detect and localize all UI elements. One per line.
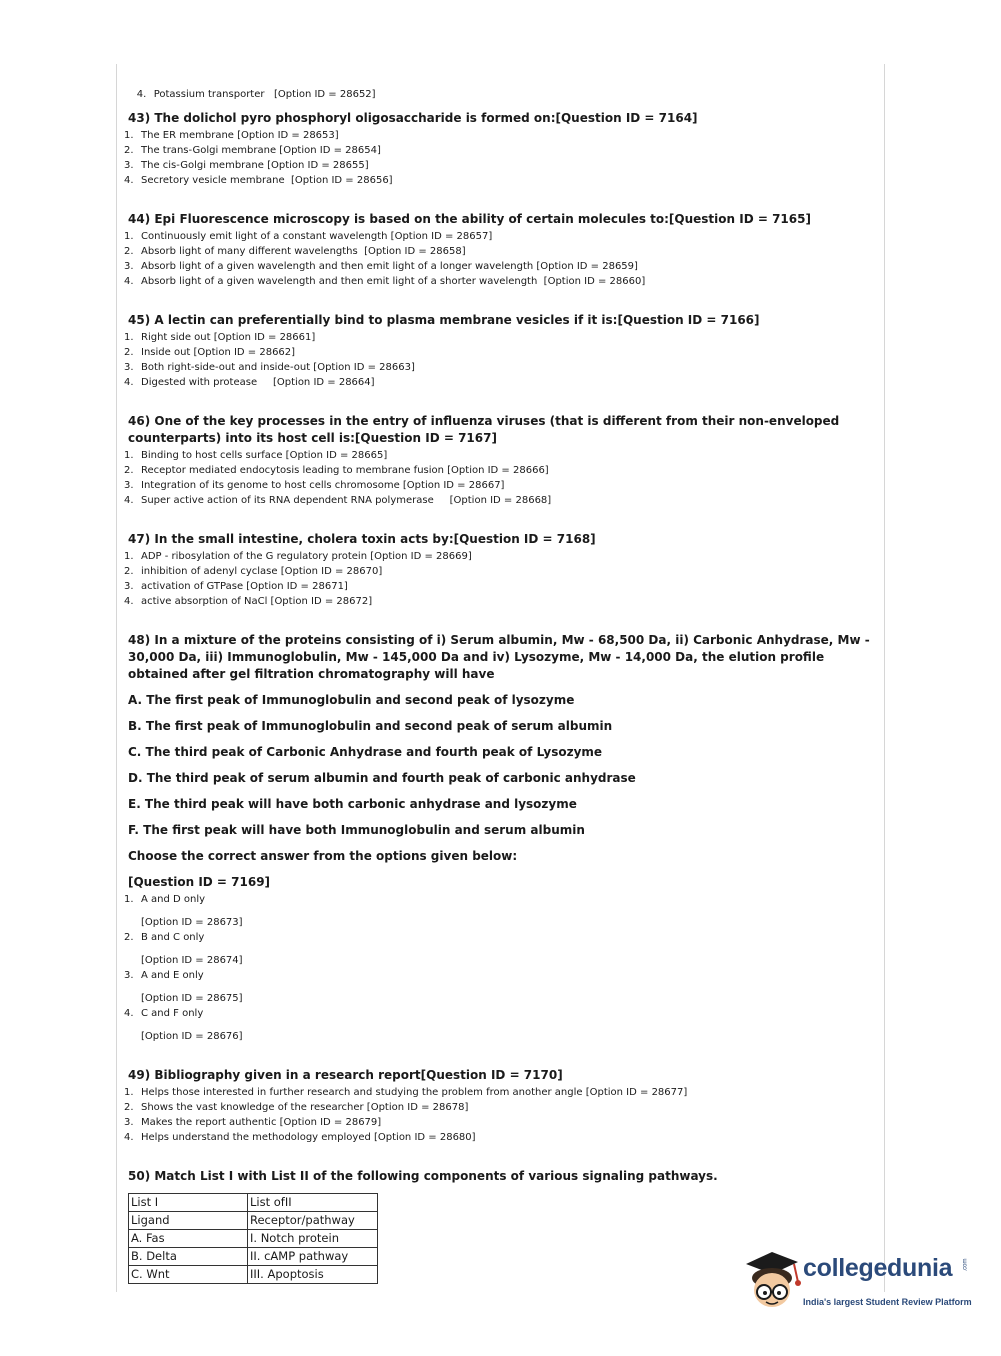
- option-number: 4.: [124, 596, 134, 607]
- option-line: [124, 1115, 876, 1130]
- option-number: 3.: [124, 160, 134, 171]
- option-line: [124, 930, 876, 945]
- instruction-text: Choose the correct answer from the options given below:: [128, 849, 518, 863]
- table-row: [129, 1248, 378, 1266]
- logo-wordmark: collegedunia: [803, 1254, 953, 1282]
- question-paper: [124, 72, 876, 1284]
- option-number: 3.: [124, 480, 134, 491]
- option-number: 1.: [124, 231, 134, 242]
- option-line: [124, 579, 876, 594]
- table-row: [129, 1212, 378, 1230]
- option-line: [124, 1085, 876, 1100]
- option-line: [124, 463, 876, 478]
- option-line: [124, 549, 876, 564]
- option-number: 3.: [124, 1117, 134, 1128]
- option-line: [124, 128, 876, 143]
- option-text: Absorb light of a given wavelength and then emit light of a longer wavelength [Option ID = 28659]: [141, 261, 638, 272]
- option-text: Integration of its genome to host cells chromosome [Option ID = 28667]: [141, 480, 505, 491]
- option-text: inhibition of adenyl cyclase [Option ID = 28670]: [141, 566, 383, 577]
- option-number: 4.: [124, 1132, 134, 1143]
- option-line: [124, 143, 876, 158]
- option-text: Absorb light of many different wavelengths [Option ID = 28658]: [141, 246, 466, 257]
- option-line: [124, 594, 876, 609]
- question-title: 43) The dolichol pyro phosphoryl oligosaccharide is formed on:[Question ID = 7164]: [128, 111, 698, 125]
- question-title: 48) In a mixture of the proteins consisting of i) Serum albumin, Mw - 68,500 Da, ii) Carbonic Anhydrase, Mw - 30,000 Da, iii) Immunoglobulin, Mw - 145,000 Da and iv) Lysozyme, Mw - 14,000 Da, the elution profile obtained after gel filtration chromatography will have: [128, 633, 870, 681]
- option-line: [124, 1006, 876, 1021]
- logo-dotcom: .com: [962, 1258, 969, 1272]
- option-number: 3.: [124, 362, 134, 373]
- mascot-icon: [742, 1248, 804, 1314]
- statement-item: C. The third peak of Carbonic Anhydrase and fourth peak of Lysozyme: [128, 745, 603, 759]
- option-number: 2.: [124, 347, 134, 358]
- option-line: [124, 892, 876, 907]
- option-text: Helps those interested in further research and studying the problem from another angle [Option ID = 28677]: [141, 1087, 688, 1098]
- option-number: 2.: [124, 932, 134, 943]
- table-cell: III. Apoptosis: [248, 1266, 378, 1284]
- option-line: [124, 229, 876, 244]
- option-number: 2.: [124, 465, 134, 476]
- question-block: [124, 110, 876, 188]
- table-row: [129, 1194, 378, 1212]
- option-number: 4.: [124, 377, 134, 388]
- option-text: ADP - ribosylation of the G regulatory protein [Option ID = 28669]: [141, 551, 472, 562]
- table-row: [129, 1230, 378, 1248]
- option-text: Secretory vesicle membrane [Option ID = 28656]: [141, 175, 393, 186]
- option-line: [124, 1100, 876, 1115]
- option-line: [124, 564, 876, 579]
- question-block: [124, 531, 876, 609]
- option-text: Helps understand the methodology employed [Option ID = 28680]: [141, 1132, 476, 1143]
- question-block: [124, 211, 876, 289]
- option-number: 3.: [124, 261, 134, 272]
- statement-item: F. The first peak will have both Immunoglobulin and serum albumin: [128, 823, 585, 837]
- option-line: [124, 244, 876, 259]
- statement-item: D. The third peak of serum albumin and fourth peak of carbonic anhydrase: [128, 771, 636, 785]
- option-number: 2.: [124, 246, 134, 257]
- option-number: 2.: [124, 145, 134, 156]
- option-line: [124, 330, 876, 345]
- option-text: activation of GTPase [Option ID = 28671]: [141, 581, 348, 592]
- option-text: B and C only: [141, 932, 205, 943]
- option-line: [124, 345, 876, 360]
- option-number: 1.: [124, 130, 134, 141]
- option-number: 1.: [124, 551, 134, 562]
- option-text: A and E only: [141, 970, 204, 981]
- question-title: 50) Match List I with List II of the following components of various signaling pathways.: [128, 1169, 718, 1183]
- table-cell: II. cAMP pathway: [248, 1248, 378, 1266]
- question-title: 47) In the small intestine, cholera toxin acts by:[Question ID = 7168]: [128, 532, 596, 546]
- option-text: Absorb light of a given wavelength and then emit light of a shorter wavelength [Option ID = 28660]: [141, 276, 646, 287]
- option-number: 4.: [136, 89, 147, 100]
- statement-item: A. The first peak of Immunoglobulin and second peak of lysozyme: [128, 693, 575, 707]
- option-number: 3.: [124, 581, 134, 592]
- option-text: Both right-side-out and inside-out [Option ID = 28663]: [141, 362, 415, 373]
- collegedunia-logo: [742, 1248, 972, 1318]
- option-number: 2.: [124, 1102, 134, 1113]
- option-id: [Option ID = 28674]: [141, 955, 243, 966]
- page-border-right: [884, 64, 885, 1292]
- question-title: 49) Bibliography given in a research report[Question ID = 7170]: [128, 1068, 563, 1082]
- table-row: [129, 1266, 378, 1284]
- option-text: Shows the vast knowledge of the researcher [Option ID = 28678]: [141, 1102, 469, 1113]
- option-number: 1.: [124, 332, 134, 343]
- option-line: [124, 1130, 876, 1145]
- option-number: 1.: [124, 450, 134, 461]
- table-cell: Ligand: [129, 1212, 248, 1230]
- question-block: [124, 312, 876, 390]
- option-list: [124, 1085, 876, 1145]
- statement-item: B. The first peak of Immunoglobulin and second peak of serum albumin: [128, 719, 613, 733]
- option-id: [Option ID = 28673]: [141, 917, 243, 928]
- table-cell: B. Delta: [129, 1248, 248, 1266]
- option-number: 2.: [124, 566, 134, 577]
- option-text: Makes the report authentic [Option ID = 28679]: [141, 1117, 382, 1128]
- option-id: [Option ID = 28676]: [141, 1031, 243, 1042]
- option-text: Digested with protease [Option ID = 28664]: [141, 377, 375, 388]
- question-id: [Question ID = 7169]: [128, 875, 271, 889]
- option-number: 4.: [124, 1008, 134, 1019]
- page-border-left: [116, 64, 117, 1292]
- option-line: [124, 375, 876, 390]
- question-list: [124, 110, 876, 609]
- option-text: Binding to host cells surface [Option ID = 28665]: [141, 450, 388, 461]
- option-number: 3.: [124, 970, 134, 981]
- option-text: Potassium transporter [Option ID = 28652]: [153, 89, 376, 100]
- question-49: [124, 1067, 876, 1145]
- logo-tagline: India's largest Student Review Platform: [803, 1297, 972, 1307]
- option-line: [124, 158, 876, 173]
- option-text: A and D only: [141, 894, 206, 905]
- option-text: The trans-Golgi membrane [Option ID = 28654]: [141, 145, 381, 156]
- table-cell: I. Notch protein: [248, 1230, 378, 1248]
- question-title: 44) Epi Fluorescence microscopy is based on the ability of certain molecules to:[Question ID = 7165]: [128, 212, 811, 226]
- statement-item: E. The third peak will have both carbonic anhydrase and lysozyme: [128, 797, 577, 811]
- option-line: [124, 259, 876, 274]
- table-cell: List ofII: [248, 1194, 378, 1212]
- option-id: [Option ID = 28675]: [141, 993, 243, 1004]
- question-48: [124, 632, 876, 1044]
- option-number: 1.: [124, 1087, 134, 1098]
- match-table: [128, 1193, 378, 1284]
- option-text: Inside out [Option ID = 28662]: [141, 347, 296, 358]
- option-text: The ER membrane [Option ID = 28653]: [141, 130, 339, 141]
- option-number: 4.: [124, 175, 134, 186]
- option-line: [124, 493, 876, 508]
- option-number: 1.: [124, 894, 134, 905]
- option-line: [124, 72, 876, 100]
- option-text: Super active action of its RNA dependent RNA polymerase [Option ID = 28668]: [141, 495, 552, 506]
- option-text: Receptor mediated endocytosis leading to membrane fusion [Option ID = 28666]: [141, 465, 549, 476]
- option-number: 4.: [124, 276, 134, 287]
- statement-list: [124, 692, 876, 839]
- table-cell: C. Wnt: [129, 1266, 248, 1284]
- question-title: 45) A lectin can preferentially bind to plasma membrane vesicles if it is:[Question ID = 7166]: [128, 313, 760, 327]
- option-text: C and F only: [141, 1008, 204, 1019]
- option-text: The cis-Golgi membrane [Option ID = 28655]: [141, 160, 369, 171]
- option-list: [124, 892, 876, 1044]
- option-line: [124, 448, 876, 463]
- option-text: active absorption of NaCl [Option ID = 28672]: [141, 596, 373, 607]
- question-title: 46) One of the key processes in the entry of influenza viruses (that is different from their non-enveloped counterparts) into its host cell is:[Question ID = 7167]: [128, 414, 840, 445]
- table-cell: List I: [129, 1194, 248, 1212]
- option-line: [124, 360, 876, 375]
- option-line: [124, 968, 876, 983]
- table-cell: Receptor/pathway: [248, 1212, 378, 1230]
- option-line: [124, 274, 876, 289]
- option-line: [124, 173, 876, 188]
- question-block: [124, 413, 876, 508]
- option-text: Continuously emit light of a constant wavelength [Option ID = 28657]: [141, 231, 493, 242]
- option-number: 4.: [124, 495, 134, 506]
- option-line: [124, 478, 876, 493]
- table-cell: A. Fas: [129, 1230, 248, 1248]
- option-text: Right side out [Option ID = 28661]: [141, 332, 316, 343]
